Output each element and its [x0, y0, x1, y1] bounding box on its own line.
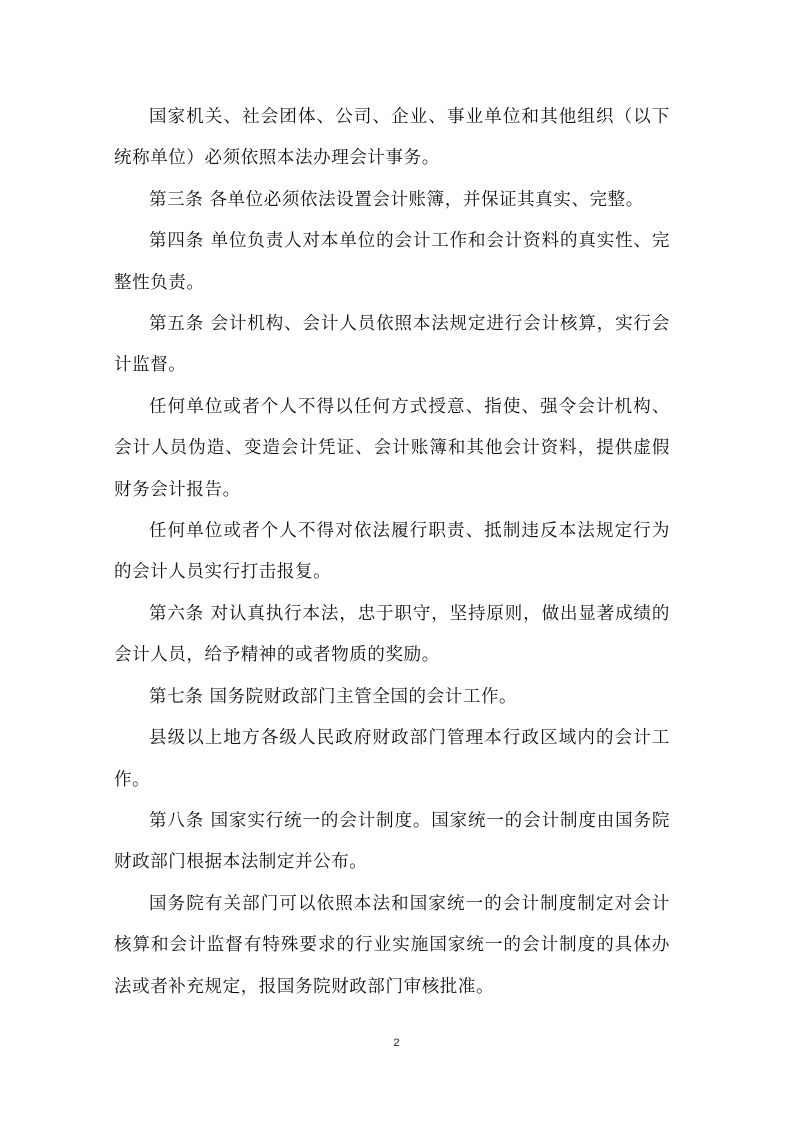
page-number: 2 [393, 1037, 400, 1049]
paragraph-3: 第四条 单位负责人对本单位的会计工作和会计资料的真实性、完整性负责。 [114, 231, 670, 293]
paragraph-6: 任何单位或者个人不得对依法履行职责、抵制违反本法规定行为的会计人员实行打击报复。 [114, 521, 670, 583]
paragraph-11: 国务院有关部门可以依照本法和国家统一的会计制度制定对会计核算和会计监督有特殊要求的行业实施国家统一的会计制度的具体办法或者补充规定，报国务院财政部门审核批准。 [114, 893, 670, 997]
paragraph-1: 国家机关、社会团体、公司、企业、事业单位和其他组织（以下统称单位）必须依照本法办理会计事务。 [114, 107, 670, 169]
paragraph-5: 任何单位或者个人不得以任何方式授意、指使、强令会计机构、会计人员伪造、变造会计凭证、会计账簿和其他会计资料，提供虚假财务会计报告。 [114, 396, 670, 500]
paragraph-10: 第八条 国家实行统一的会计制度。国家统一的会计制度由国务院财政部门根据本法制定并公布。 [114, 810, 670, 873]
paragraph-4: 第五条 会计机构、会计人员依照本法规定进行会计核算，实行会计监督。 [114, 314, 670, 376]
paragraph-2: 第三条 各单位必须依法设置会计账簿，并保证其真实、完整。 [149, 189, 644, 210]
document-body [114, 97, 670, 1008]
paragraph-8: 第七条 国务院财政部门主管全国的会计工作。 [149, 686, 518, 707]
paragraph-9: 县级以上地方各级人民政府财政部门管理本行政区域内的会计工作。 [114, 728, 670, 790]
paragraph-7: 第六条 对认真执行本法，忠于职守，坚持原则，做出显著成绩的会计人员，给予精神的或者物质的奖励。 [114, 603, 670, 666]
